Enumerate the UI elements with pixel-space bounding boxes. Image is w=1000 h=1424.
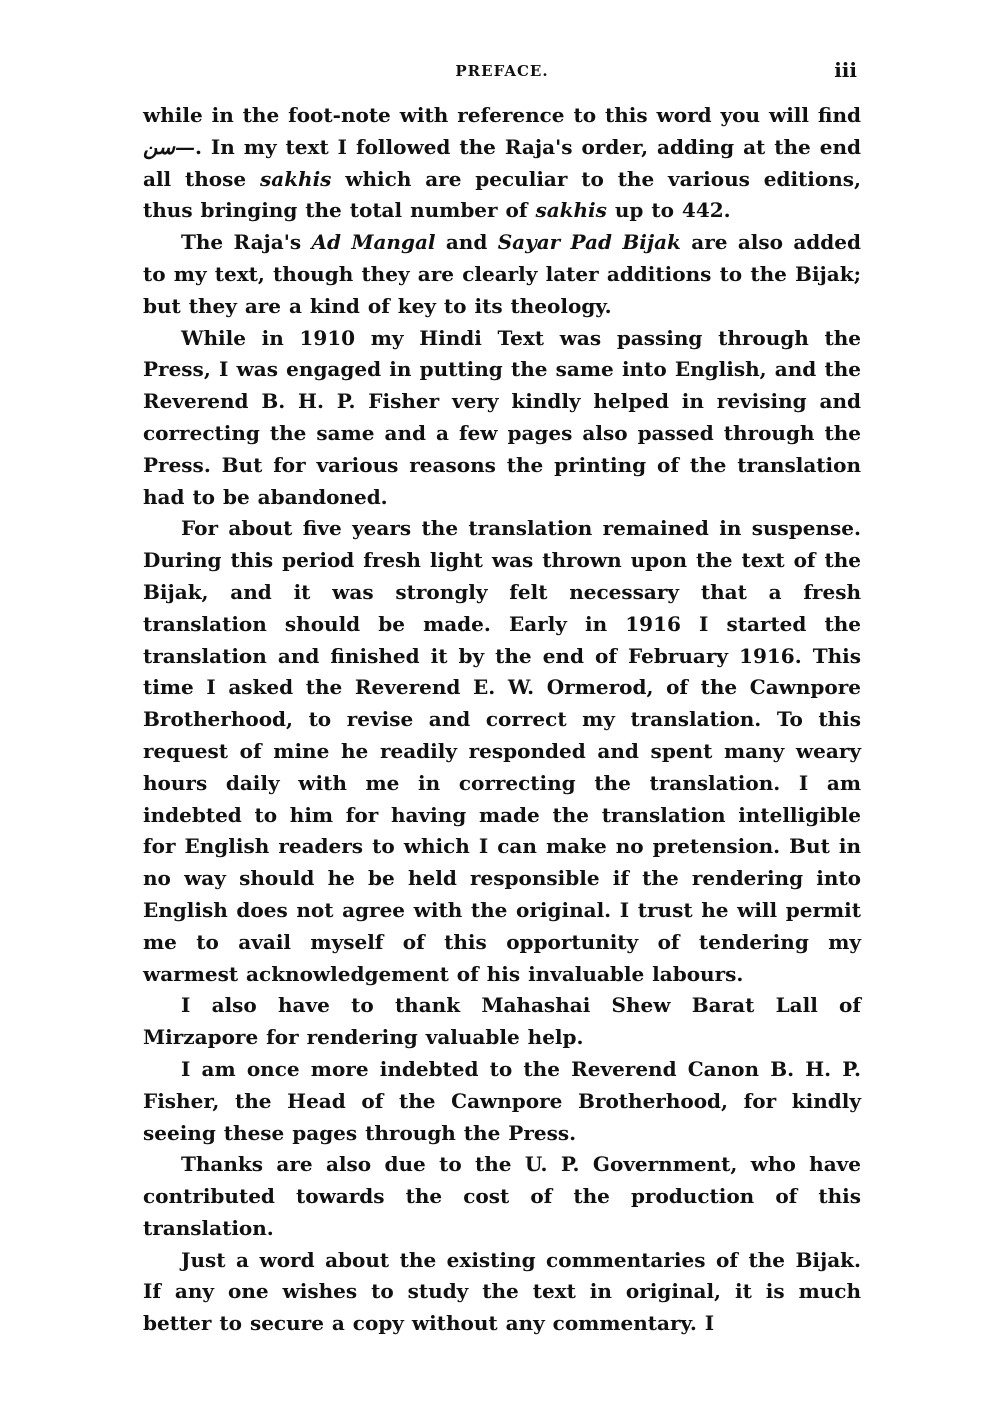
book-page	[143, 58, 861, 1340]
page-header	[143, 58, 861, 88]
paragraph-canon-fisher: I am once more indebted to the Reverend Canon B. H. P. Fisher, the Head of the Cawnpore Brotherhood, for kindly seeing these pages through the Press.	[143, 1056, 861, 1145]
italic-term: sakhis	[259, 166, 332, 191]
running-title: PREFACE.	[455, 62, 549, 80]
italic-title: Sayar Pad Bijak	[497, 230, 681, 255]
preface-body	[143, 100, 861, 1340]
paragraph-hindi-text-1910: While in 1910 my Hindi Text was passing through the Press, I was engaged in putting the same into English, and the Reverend B. H. P. Fisher very kindly helped in revising and correcting the same and a few pages also passed through the Press. But for various reasons the printing of the translation had to be abandoned.	[143, 325, 861, 509]
page-number: iii	[834, 58, 857, 82]
paragraph-up-government: Thanks are also due to the U. P. Government, who have contributed towards the cost of the production of this translation.	[143, 1152, 861, 1240]
italic-term: sakhis	[535, 198, 607, 223]
paragraph-footnote-sakhis: while in the foot-note with reference to this word you will find سن—. In my text I followed the Raja's order, adding at the end all those sakhis which are peculiar to the various editions, thus bringing the total number of sakhis up to 442.	[143, 103, 862, 223]
paragraph-thanks-mahashai: I also have to thank Mahashai Shew Barat Lall of Mirzapore for rendering valuable help.	[143, 993, 861, 1050]
paragraph-ad-mangal: The Raja's Ad Mangal and Sayar Pad Bijak are also added to my text, though they are clearly later additions to the Bijak; but they are a kind of key to its theology.	[143, 230, 861, 318]
italic-title: Ad Mangal	[311, 230, 436, 255]
paragraph-commentaries: Just a word about the existing commentaries of the Bijak. If any one wishes to study the text in original, it is much better to secure a copy without any commentary. I	[143, 1247, 861, 1336]
paragraph-translation-1916: For about five years the translation remained in suspense. During this period fresh light was thrown upon the text of the Bijak, and it was strongly felt necessary that a fresh translation should be made. Early in 1916 I started the translation and finished it by the end of February 1916. This time I asked the Reverend E. W. Ormerod, of the Cawnpore Brotherhood, to revise and correct my translation. To this request of mine he readily responded and spent many weary hours daily with me in correcting the translation. I am indebted to him for having made the translation intelligible for English readers to which I can make no pretension. But in no way should he be held responsible if the rendering into English does not agree with the original. I trust he will permit me to avail myself of this opportunity of tendering my warmest acknowledgement of his invaluable labours.	[143, 516, 861, 986]
persian-word: سن—	[143, 134, 195, 159]
